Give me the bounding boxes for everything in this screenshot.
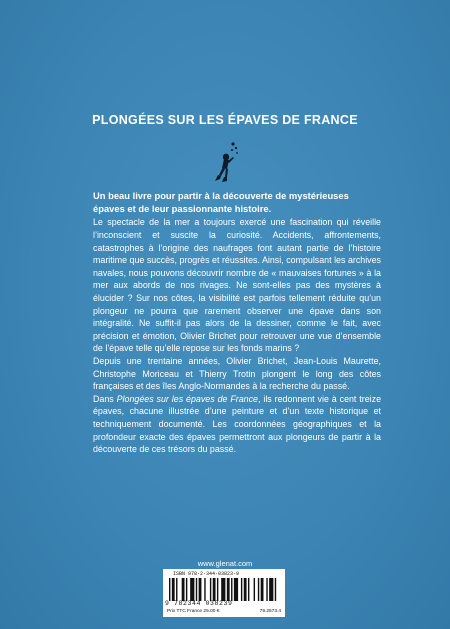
- diver-icon: [206, 140, 242, 182]
- paragraph-1: Le spectacle de la mer a toujours exercé une fascination qui réveille l’inconscient et suscite la curiosité. Accidents, affrontements, catastrophes à l’origine des naufrages font autant partie de l’histoire maritime que succès, progrès et réussites. Ainsi, compulsant les archives navales, nous pouvons découvrir nombre de « mauvaises fortunes » à la mer aux abords de nos rivages. Ne sont-elles pas des mystères à élucider ? Sur nos côtes, la visibilité est parfois tellement réduite qu’un plongeur ne pourra que rarement observer une épave dans son intégralité. Ne suffit-il pas alors de la dessiner, comme le fait, avec précision et émotion, Olivier Brichet pour retrouver une vue d’ensemble de l’épave telle qu’elle repose sur les fonds marins ?: [93, 217, 381, 354]
- barcode-digits: 9 782344 038239: [165, 600, 233, 607]
- barcode-icon: [169, 578, 279, 601]
- paragraph-2: Depuis une trentaine années, Olivier Brichet, Jean-Louis Maurette, Christophe Moriceau et Thierry Trotin plongent le long des côtes françaises et des îles Anglo-Normandes à la recherche du passé.: [93, 355, 381, 392]
- price-label: Prix TTC France 25.00 €: [167, 609, 220, 614]
- isbn-number: ISBN 978-2-344-03823-9: [173, 571, 240, 577]
- product-code: 79.2573.4: [259, 609, 281, 614]
- description: [93, 189, 381, 456]
- lead-paragraph: Un beau livre pour partir à la découverte de mystérieuses épaves et de leur passionnante histoire.: [93, 190, 349, 215]
- paragraph-3: [93, 393, 381, 456]
- barcode-label: [163, 569, 285, 617]
- paragraph-3-end: , ils redonnent vie à cent treize épaves, chacune illustrée d’une peinture et d’un texte historique et techniquement documenté. Les coordonnées géographiques et la profondeur exacte des épaves permettront aux plongeurs de partir à la découverte de ces trésors du passé.: [93, 393, 382, 455]
- publisher-website[interactable]: www.glenat.com: [197, 559, 253, 568]
- book-title: PLONGÉES SUR LES ÉPAVES DE FRANCE: [92, 113, 358, 127]
- paragraph-3-start: Dans: [93, 393, 117, 404]
- book-title-italic: Plongées sur les épaves de France: [116, 393, 258, 404]
